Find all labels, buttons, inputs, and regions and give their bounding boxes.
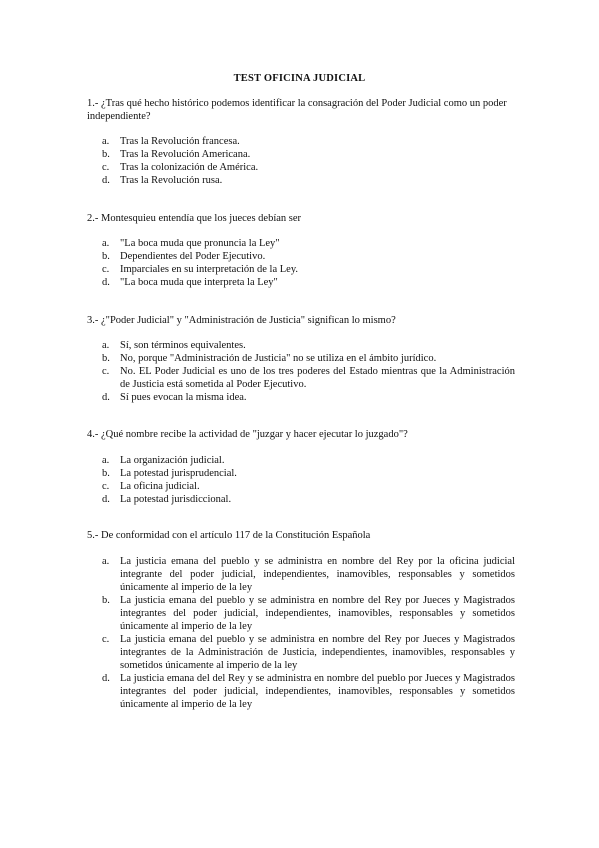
option-b	[87, 148, 515, 161]
question-2	[87, 212, 515, 289]
option-c	[87, 161, 515, 174]
page-title: TEST OFICINA JUDICIAL	[233, 73, 366, 84]
option-letter: b.	[102, 149, 110, 160]
option-letter: c.	[102, 366, 110, 377]
option-text: No. EL Poder Judicial es uno de los tres poderes del Estado mientras que la Administración de Justicia está sometida al Poder Ejecutivo.	[120, 366, 515, 390]
option-text: La justicia emana del pueblo y se administra en nombre del Rey por Jueces y Magistrados integrantes de la Administración de Justicia, independientes, inamovibles, responsables y sometidos únicamente al imperio de la ley	[120, 634, 515, 671]
option-text: La justicia emana del del Rey y se administra en nombre del pueblo por Jueces y Magistrados integrantes del poder judicial, independientes, inamovibles, responsables y sometidos únicamente al imperio de la ley	[120, 673, 515, 710]
option-a	[87, 454, 515, 467]
option-b	[87, 250, 515, 263]
option-letter: d.	[102, 277, 110, 288]
option-c	[87, 633, 515, 672]
option-c	[87, 263, 515, 276]
question-4	[87, 428, 515, 506]
option-text: Sí, son términos equivalentes.	[120, 340, 246, 351]
option-text: La potestad jurisprudencial.	[120, 468, 237, 479]
option-letter: c.	[102, 264, 110, 275]
question-text: 2.- Montesquieu entendía que los jueces debían ser	[87, 213, 302, 224]
option-text: Tras la Revolución Americana.	[120, 149, 251, 160]
option-letter: b.	[102, 353, 110, 364]
option-letter: a.	[102, 455, 110, 466]
option-a	[87, 339, 515, 352]
option-text: No, porque "Administración de Justicia" no se utiliza en el ámbito jurídico.	[120, 353, 437, 364]
option-letter: d.	[102, 392, 110, 403]
option-text: La justicia emana del pueblo y se administra en nombre del Rey por Jueces y Magistrados integrantes del poder judicial, independientes, inamovibles, responsables y sometidos únicamente al imperio de la ley	[120, 595, 515, 632]
option-letter: b.	[102, 595, 110, 606]
option-d	[87, 493, 515, 506]
option-letter: b.	[102, 251, 110, 262]
option-text: Imparciales en su interpretación de la Ley.	[120, 264, 299, 275]
options-list	[87, 555, 515, 711]
option-d	[87, 391, 515, 404]
option-c	[87, 365, 515, 391]
option-letter: a.	[102, 556, 110, 567]
options-list	[87, 135, 515, 187]
option-a	[87, 555, 515, 594]
option-letter: c.	[102, 162, 110, 173]
option-text: "La boca muda que interpreta la Ley"	[120, 277, 278, 288]
option-letter: d.	[102, 494, 110, 505]
option-text: Tras la Revolución francesa.	[120, 136, 240, 147]
option-letter: d.	[102, 175, 110, 186]
option-text: Sí pues evocan la misma idea.	[120, 392, 247, 403]
question-3	[87, 314, 515, 404]
option-text: La oficina judicial.	[120, 481, 200, 492]
option-text: Tras la Revolución rusa.	[120, 175, 223, 186]
option-letter: c.	[102, 634, 110, 645]
question-text: 3.- ¿"Poder Judicial" y "Administración de Justicia" significan lo mismo?	[87, 315, 396, 326]
options-list	[87, 339, 515, 404]
question-text: 1.- ¿Tras qué hecho histórico podemos identificar la consagración del Poder Judicial como un poder independiente?	[87, 98, 507, 122]
option-letter: b.	[102, 468, 110, 479]
options-list	[87, 454, 515, 506]
option-letter: d.	[102, 673, 110, 684]
option-letter: a.	[102, 340, 110, 351]
option-b	[87, 594, 515, 633]
option-d	[87, 672, 515, 711]
option-text: La organización judicial.	[120, 455, 225, 466]
option-a	[87, 237, 515, 250]
option-a	[87, 135, 515, 148]
option-text: Tras la colonización de América.	[120, 162, 259, 173]
option-letter: a.	[102, 136, 110, 147]
options-list	[87, 237, 515, 289]
question-text: 4.- ¿Qué nombre recibe la actividad de "juzgar y hacer ejecutar lo juzgado"?	[87, 429, 408, 440]
option-text: La justicia emana del pueblo y se administra en nombre del Rey por la oficina judicial integrante del poder judicial, independientes, inamovibles, responsables y sometidos únicamente al imperio de la ley	[120, 556, 515, 593]
option-letter: c.	[102, 481, 110, 492]
question-1	[87, 97, 515, 187]
question-5	[87, 529, 515, 711]
option-d	[87, 174, 515, 187]
option-b	[87, 467, 515, 480]
option-text: Dependientes del Poder Ejecutivo.	[120, 251, 266, 262]
option-letter: a.	[102, 238, 110, 249]
option-text: La potestad jurisdiccional.	[120, 494, 232, 505]
option-c	[87, 480, 515, 493]
question-text: 5.- De conformidad con el artículo 117 de la Constitución Española	[87, 530, 371, 541]
option-d	[87, 276, 515, 289]
option-text: "La boca muda que pronuncia la Ley"	[120, 238, 280, 249]
option-b	[87, 352, 515, 365]
